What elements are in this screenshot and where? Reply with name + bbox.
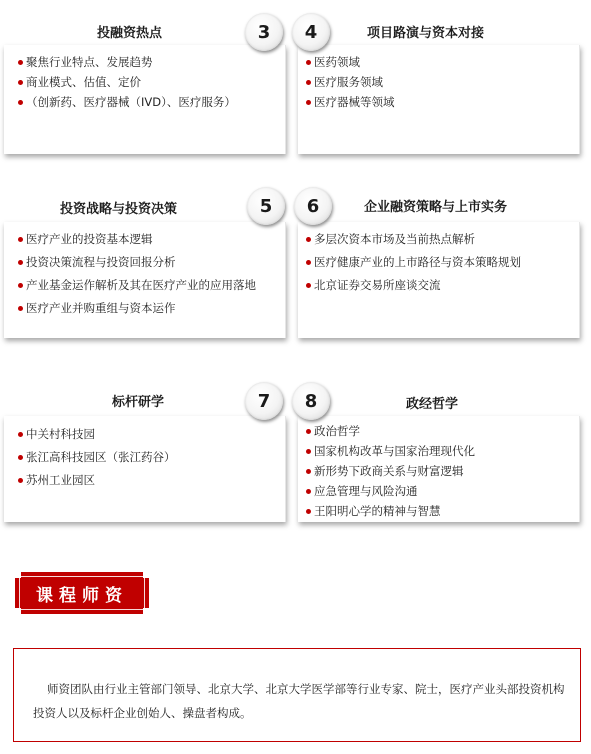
faculty-description: 师资团队由行业主管部门领导、北京大学、北京大学医学部等行业专家、院士，医疗产业头部投资机构投资人以及标杆企业创始人、操盘者构成。 <box>33 682 565 720</box>
module-title-3: 投融资热点 <box>97 26 163 41</box>
banner-corner <box>143 572 149 578</box>
list-item: 新形势下政商关系与财富逻辑 <box>306 461 475 481</box>
module-list-6 <box>306 228 521 297</box>
module-number-4: 4 <box>292 13 330 51</box>
list-item: 聚焦行业特点、发展趋势 <box>18 52 236 72</box>
module-title-4: 项目路演与资本对接 <box>367 26 485 41</box>
module-number-3: 3 <box>245 13 283 51</box>
list-item: 医疗产业并购重组与资本运作 <box>18 297 256 320</box>
faculty-description-box <box>13 648 581 742</box>
list-item: 医疗器械等领域 <box>306 92 395 112</box>
banner-corner <box>143 608 149 614</box>
list-item: 北京证券交易所座谈交流 <box>306 274 521 297</box>
list-item: 医疗产业的投资基本逻辑 <box>18 228 256 251</box>
list-item: 王阳明心学的精神与智慧 <box>306 501 475 521</box>
list-item: 中关村科技园 <box>18 423 176 446</box>
module-list-5 <box>18 228 256 320</box>
module-list-8 <box>306 421 475 521</box>
list-item: 多层次资本市场及当前热点解析 <box>306 228 521 251</box>
module-list-3 <box>18 52 236 112</box>
list-item: 苏州工业园区 <box>18 469 176 492</box>
banner-corner <box>15 608 21 614</box>
list-item: 商业模式、估值、定价 <box>18 72 236 92</box>
banner-corner <box>15 572 21 578</box>
section-heading-banner <box>15 572 149 614</box>
module-title-5: 投资战略与投资决策 <box>60 202 178 217</box>
module-title-6: 企业融资策略与上市实务 <box>364 200 508 215</box>
list-item: 医疗服务领域 <box>306 72 395 92</box>
module-list-4 <box>306 52 395 112</box>
list-item: 医药领域 <box>306 52 395 72</box>
module-title-8: 政经哲学 <box>406 397 459 412</box>
list-item: 投资决策流程与投资回报分析 <box>18 251 256 274</box>
list-item: 国家机构改革与国家治理现代化 <box>306 441 475 461</box>
module-number-6: 6 <box>294 187 332 225</box>
section-heading: 课程师资 <box>36 585 128 606</box>
list-item: 应急管理与风险沟通 <box>306 481 475 501</box>
list-item: 医疗健康产业的上市路径与资本策略规划 <box>306 251 521 274</box>
list-item: 政治哲学 <box>306 421 475 441</box>
module-list-7 <box>18 423 176 492</box>
module-title-7: 标杆研学 <box>112 395 165 410</box>
module-number-5: 5 <box>247 187 285 225</box>
list-item: 产业基金运作解析及其在医疗产业的应用落地 <box>18 274 256 297</box>
module-number-7: 7 <box>245 382 283 420</box>
list-item: （创新药、医疗器械（IVD）、医疗服务） <box>18 92 236 112</box>
list-item: 张江高科技园区（张江药谷） <box>18 446 176 469</box>
module-number-8: 8 <box>292 382 330 420</box>
